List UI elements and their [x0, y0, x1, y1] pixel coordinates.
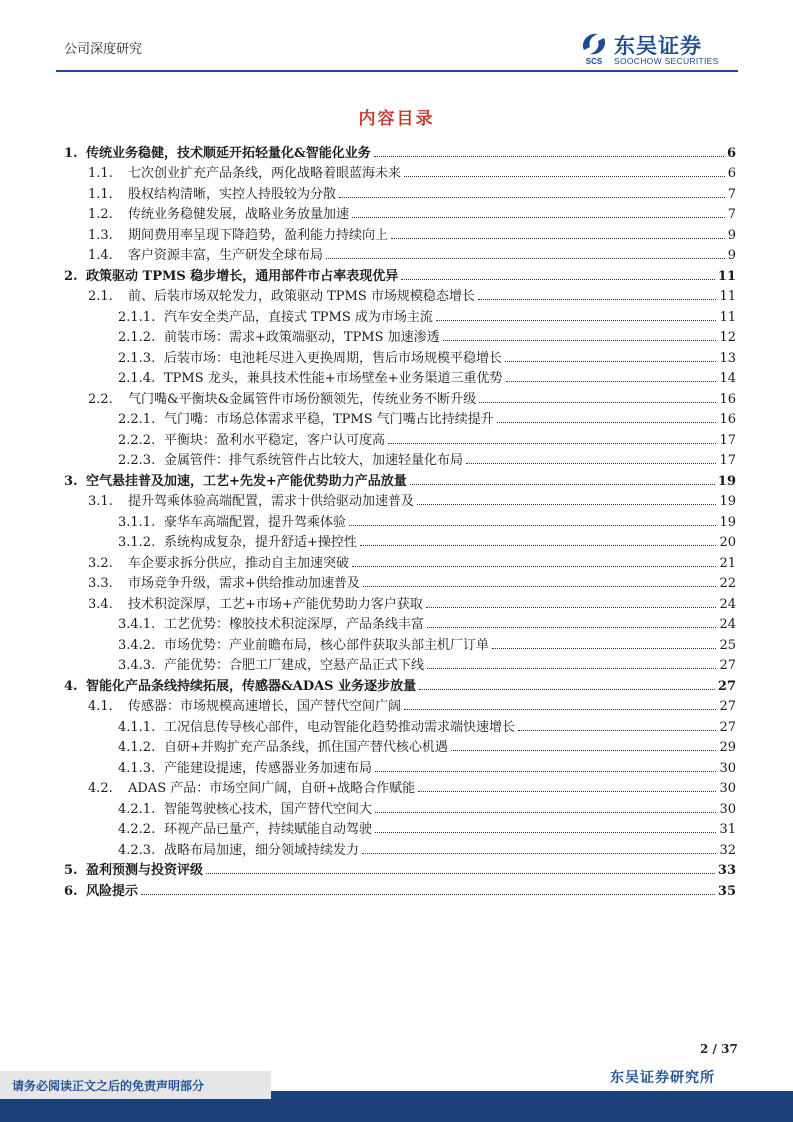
toc-entry-page: 11 [719, 309, 736, 325]
toc-leader-dots [404, 709, 716, 710]
toc-entry[interactable] [64, 427, 736, 448]
toc-entry[interactable] [64, 735, 736, 756]
toc-entry-title: 气门嘴&平衡块&金属管件市场份额领先，传统业务不断升级 [128, 391, 477, 407]
toc-entry[interactable] [64, 817, 736, 838]
toc-entry-page: 6 [727, 166, 736, 181]
toc-entry-page: 30 [719, 760, 736, 776]
toc-entry-page: 27 [719, 658, 736, 673]
toc-entry-title: 气门嘴：市场总体需求平稳，TPMS 气门嘴占比持续提升 [164, 412, 494, 427]
toc-entry-number: 4.1.3. [118, 760, 156, 776]
toc-entry-page: 35 [717, 883, 736, 899]
toc-entry-page: 11 [717, 268, 736, 284]
toc-leader-dots [391, 238, 725, 239]
toc-leader-dots [404, 176, 725, 177]
toc-entry-page: 16 [719, 412, 736, 427]
toc-entry-page: 12 [719, 330, 736, 345]
toc-entry-title: 风险提示 [86, 883, 139, 899]
toc-entry-title: 车企要求拆分供应，推动自主加速突破 [128, 555, 350, 571]
toc-entry-number: 4. [64, 678, 78, 694]
toc-entry[interactable] [64, 304, 736, 325]
toc-entry-number: 4.2.2. [118, 822, 156, 837]
toc-leader-dots [352, 217, 725, 218]
header-divider [56, 70, 738, 72]
toc-entry-number: 2.2. [88, 391, 113, 407]
toc-entry-page: 7 [727, 186, 736, 202]
toc-leader-dots [362, 853, 716, 854]
toc-entry-number: 2.1.3. [118, 350, 156, 366]
page-number: 2 / 37 [700, 1042, 738, 1056]
toc-entry[interactable] [64, 632, 736, 653]
toc-entry-number: 5. [64, 863, 78, 878]
toc-leader-dots [506, 381, 717, 382]
toc-entry[interactable] [64, 386, 736, 407]
toc-entry-number: 2.1.2. [118, 330, 156, 345]
toc-entry-number: 2.2.3. [118, 453, 156, 468]
toc-entry[interactable] [64, 571, 736, 592]
toc-entry-title: 系统构成复杂，提升舒适+操控性 [164, 535, 357, 550]
toc-entry-number: 1.1. [88, 186, 113, 202]
logo-chinese-name: 东吴证券 [614, 34, 702, 58]
toc-entry-number: 6. [64, 883, 78, 899]
toc-entry-title: 股权结构清晰，实控人持股较为分散 [128, 186, 337, 202]
toc-entry-number: 2.1. [88, 289, 113, 304]
toc-entry[interactable] [64, 243, 736, 264]
disclaimer-box [0, 1071, 271, 1099]
toc-entry-title: 前、后装市场双轮发力，政策驱动 TPMS 市场规模稳态增长 [128, 289, 475, 304]
toc-entry[interactable] [64, 489, 736, 510]
toc-entry-page: 33 [717, 863, 736, 878]
toc-entry-page: 30 [719, 781, 736, 796]
toc-entry-page: 30 [719, 801, 736, 817]
toc-entry-page: 17 [719, 453, 736, 468]
toc-leader-dots [443, 340, 717, 341]
logo-mark-icon [578, 30, 610, 66]
toc-leader-dots [426, 607, 717, 608]
toc-entry-number: 3.1.2. [118, 535, 156, 550]
toc-leader-dots [141, 894, 715, 895]
toc-title: 内容目录 [358, 109, 435, 129]
toc-entry-page: 24 [719, 596, 736, 612]
toc-entry-title: 产能优势：合肥工厂建成，空悬产品正式下线 [164, 658, 425, 673]
toc-entry-number: 3.4.2. [118, 637, 156, 653]
toc-entry-title: 政策驱动 TPMS 稳步增长，通用部件市占率表现优异 [86, 268, 399, 284]
toc-entry-title: 产能建设提速，传感器业务加速布局 [164, 760, 373, 776]
section-label: 公司深度研究 [64, 42, 143, 57]
toc-entry-number: 4.1.1. [118, 719, 156, 735]
toc-entry-page: 17 [719, 432, 736, 448]
toc-entry-title: 传统业务稳健发展，战略业务放量加速 [128, 207, 350, 222]
logo-english-name: SOOCHOW SECURITIES [614, 56, 719, 66]
toc-leader-dots [436, 320, 717, 321]
toc-entry[interactable] [64, 202, 736, 223]
toc-leader-dots [339, 197, 725, 198]
toc-entry[interactable] [64, 222, 736, 243]
toc-leader-dots [375, 832, 716, 833]
toc-entry-number: 2.1.4. [118, 371, 156, 386]
toc-entry-page: 22 [719, 576, 736, 591]
toc-entry-title: 平衡块：盈利水平稳定，客户认可度高 [164, 432, 386, 448]
toc-entry[interactable] [64, 837, 736, 858]
toc-entry-page: 27 [719, 719, 736, 735]
toc-entry-title: 工况信息传导核心部件，电动智能化趋势推动需求端快速增长 [164, 719, 516, 735]
toc-entry-title: 盈利预测与投资评级 [86, 863, 204, 878]
toc-entry-title: 智能化产品条线持续拓展，传感器&ADAS 业务逐步放量 [86, 678, 417, 694]
toc-entry[interactable] [64, 161, 736, 182]
toc-entry-page: 14 [719, 371, 736, 386]
toc-entry-number: 2.1.1. [118, 309, 156, 325]
toc-entry[interactable] [64, 181, 736, 202]
toc-entry-title: 战略布局加速，细分领域持续发力 [164, 842, 360, 858]
toc-entry-number: 1. [64, 145, 78, 161]
toc-entry[interactable] [64, 612, 736, 633]
company-logo [578, 30, 738, 66]
toc-leader-dots [497, 422, 717, 423]
toc-entry-title: 环视产品已量产，持续赋能自动驾驶 [164, 822, 373, 837]
toc-entry-page: 16 [719, 391, 736, 407]
toc-entry-page: 19 [719, 494, 736, 509]
toc-entry[interactable] [64, 530, 736, 551]
toc-entry-page: 24 [719, 617, 736, 632]
toc-entry-number: 2.2.2. [118, 432, 156, 448]
toc-entry-title: 客户资源丰富，生产研发全球布局 [128, 248, 324, 263]
toc-leader-dots [427, 627, 716, 628]
toc-entry[interactable] [64, 714, 736, 735]
toc-leader-dots [518, 730, 716, 731]
toc-entry-number: 1.3. [88, 227, 113, 243]
toc-entry-title: 自研+并购扩充产品条线，抓住国产替代核心机遇 [164, 740, 448, 755]
toc-entry-number: 2.2.1. [118, 412, 156, 427]
toc-entry-page: 25 [719, 637, 736, 653]
toc-entry-page: 19 [717, 473, 736, 489]
toc-entry-title: 智能驾驶核心技术，国产替代空间大 [164, 801, 373, 817]
toc-entry[interactable] [64, 284, 736, 305]
toc-entry[interactable] [64, 550, 736, 571]
toc-leader-dots [326, 258, 725, 259]
toc-leader-dots [466, 463, 716, 464]
toc-entry-number: 1.1. [88, 166, 113, 181]
toc-leader-dots [417, 504, 716, 505]
toc-entry[interactable] [64, 694, 736, 715]
toc-leader-dots [363, 586, 717, 587]
toc-entry-number: 3.4. [88, 596, 113, 612]
toc-entry-page: 9 [727, 248, 736, 263]
toc-entry-title: 空气悬挂普及加速，工艺+先发+产能优势助力产品放量 [86, 473, 407, 489]
toc-leader-dots [388, 443, 716, 444]
toc-leader-dots [418, 791, 716, 792]
toc-entry[interactable] [64, 366, 736, 387]
toc-leader-dots [492, 648, 716, 649]
toc-entry-title: 前装市场：需求+政策端驱动，TPMS 加速渗透 [164, 330, 440, 345]
toc-entry-page: 13 [719, 350, 736, 366]
toc-leader-dots [419, 689, 715, 690]
toc-entry-title: 后装市场：电池耗尽进入更换周期，售后市场规模平稳增长 [164, 350, 503, 366]
toc-entry-title: 市场竞争升级，需求+供给推动加速普及 [128, 576, 360, 591]
toc-entry-page: 29 [719, 740, 736, 755]
toc-entry-number: 3.4.1. [118, 617, 156, 632]
toc-entry[interactable] [64, 878, 736, 899]
toc-entry[interactable] [64, 448, 736, 469]
toc-leader-dots [375, 771, 716, 772]
toc-entry[interactable] [64, 591, 736, 612]
toc-entry-number: 3.2. [88, 555, 113, 571]
toc-leader-dots [206, 873, 715, 874]
toc-leader-dots [375, 812, 716, 813]
toc-entry[interactable] [64, 509, 736, 530]
toc-entry-number: 4.1.2. [118, 740, 156, 755]
svg-text:SCS: SCS [585, 57, 603, 66]
toc-entry-number: 1.2. [88, 207, 113, 222]
toc-entry-page: 20 [719, 535, 736, 550]
toc-entry-number: 3. [64, 473, 78, 489]
toc-entry[interactable] [64, 776, 736, 797]
toc-entry-title: 豪华车高端配置，提升驾乘体验 [164, 514, 347, 530]
toc-leader-dots [401, 279, 715, 280]
toc-entry-page: 7 [727, 207, 736, 222]
toc-entry-page: 31 [719, 822, 736, 837]
toc-entry-number: 4.2.1. [118, 801, 156, 817]
toc-entry-number: 3.1. [88, 494, 113, 509]
toc-entry-title: 技术积淀深厚，工艺+市场+产能优势助力客户获取 [128, 596, 423, 612]
toc-entry-number: 4.2.3. [118, 842, 156, 858]
toc-entry-title: 七次创业扩充产品条线，两化战略着眼蓝海未来 [128, 166, 402, 181]
table-of-contents [64, 140, 736, 899]
toc-entry[interactable] [64, 468, 736, 489]
toc-entry-page: 27 [717, 678, 736, 694]
toc-leader-dots [479, 402, 716, 403]
toc-entry-page: 19 [719, 514, 736, 530]
toc-leader-dots [410, 484, 715, 485]
toc-entry[interactable] [64, 755, 736, 776]
toc-entry[interactable] [64, 858, 736, 879]
toc-leader-dots [360, 545, 717, 546]
disclaimer-text: 请务必阅读正文之后的免责声明部分 [12, 1079, 205, 1093]
toc-entry[interactable] [64, 140, 736, 161]
toc-entry-number: 4.2. [88, 781, 113, 796]
toc-entry-number: 1.4. [88, 248, 113, 263]
toc-entry-title: 汽车安全类产品，直接式 TPMS 成为市场主流 [164, 309, 433, 325]
toc-entry[interactable] [64, 673, 736, 694]
toc-entry[interactable] [64, 407, 736, 428]
toc-entry-page: 27 [719, 699, 736, 714]
toc-entry-number: 4.1. [88, 699, 113, 714]
toc-leader-dots [427, 668, 716, 669]
toc-entry-title: 传统业务稳健，技术顺延开拓轻量化&智能化业务 [86, 145, 371, 161]
toc-entry[interactable] [64, 796, 736, 817]
toc-leader-dots [352, 566, 716, 567]
toc-entry[interactable] [64, 263, 736, 284]
toc-entry[interactable] [64, 345, 736, 366]
toc-leader-dots [374, 156, 724, 157]
toc-entry-page: 21 [719, 555, 736, 571]
toc-entry-title: 期间费用率呈现下降趋势，盈利能力持续向上 [128, 227, 389, 243]
toc-entry-title: 金属管件：排气系统管件占比较大，加速轻量化布局 [164, 453, 464, 468]
toc-leader-dots [478, 299, 717, 300]
toc-entry-page: 6 [726, 145, 736, 161]
institute-name: 东吴证券研究所 [610, 1070, 715, 1086]
toc-entry-number: 2. [64, 268, 78, 284]
toc-entry-number: 3.1.1. [118, 514, 156, 530]
toc-entry-title: 提升驾乘体验高端配置，需求十供给驱动加速普及 [128, 494, 415, 509]
toc-entry-title: TPMS 龙头，兼具技术性能+市场壁垒+业务渠道三重优势 [164, 371, 503, 386]
toc-entry-title: 市场优势：产业前瞻布局，核心部件获取头部主机厂订单 [164, 637, 490, 653]
toc-entry-title: 工艺优势：橡胶技术积淀深厚，产品条线丰富 [164, 617, 425, 632]
toc-entry-number: 3.4.3. [118, 658, 156, 673]
toc-leader-dots [505, 361, 716, 362]
toc-entry-title: 传感器：市场规模高速增长，国产替代空间广阔 [128, 699, 402, 714]
toc-entry-page: 32 [719, 842, 736, 858]
toc-leader-dots [451, 750, 717, 751]
toc-entry-page: 11 [719, 289, 736, 304]
toc-entry-page: 9 [727, 227, 736, 243]
toc-entry-title: ADAS 产品：市场空间广阔，自研+战略合作赋能 [128, 781, 416, 796]
toc-entry[interactable] [64, 653, 736, 674]
toc-leader-dots [349, 525, 716, 526]
toc-entry-number: 3.3. [88, 576, 113, 591]
toc-entry[interactable] [64, 325, 736, 346]
